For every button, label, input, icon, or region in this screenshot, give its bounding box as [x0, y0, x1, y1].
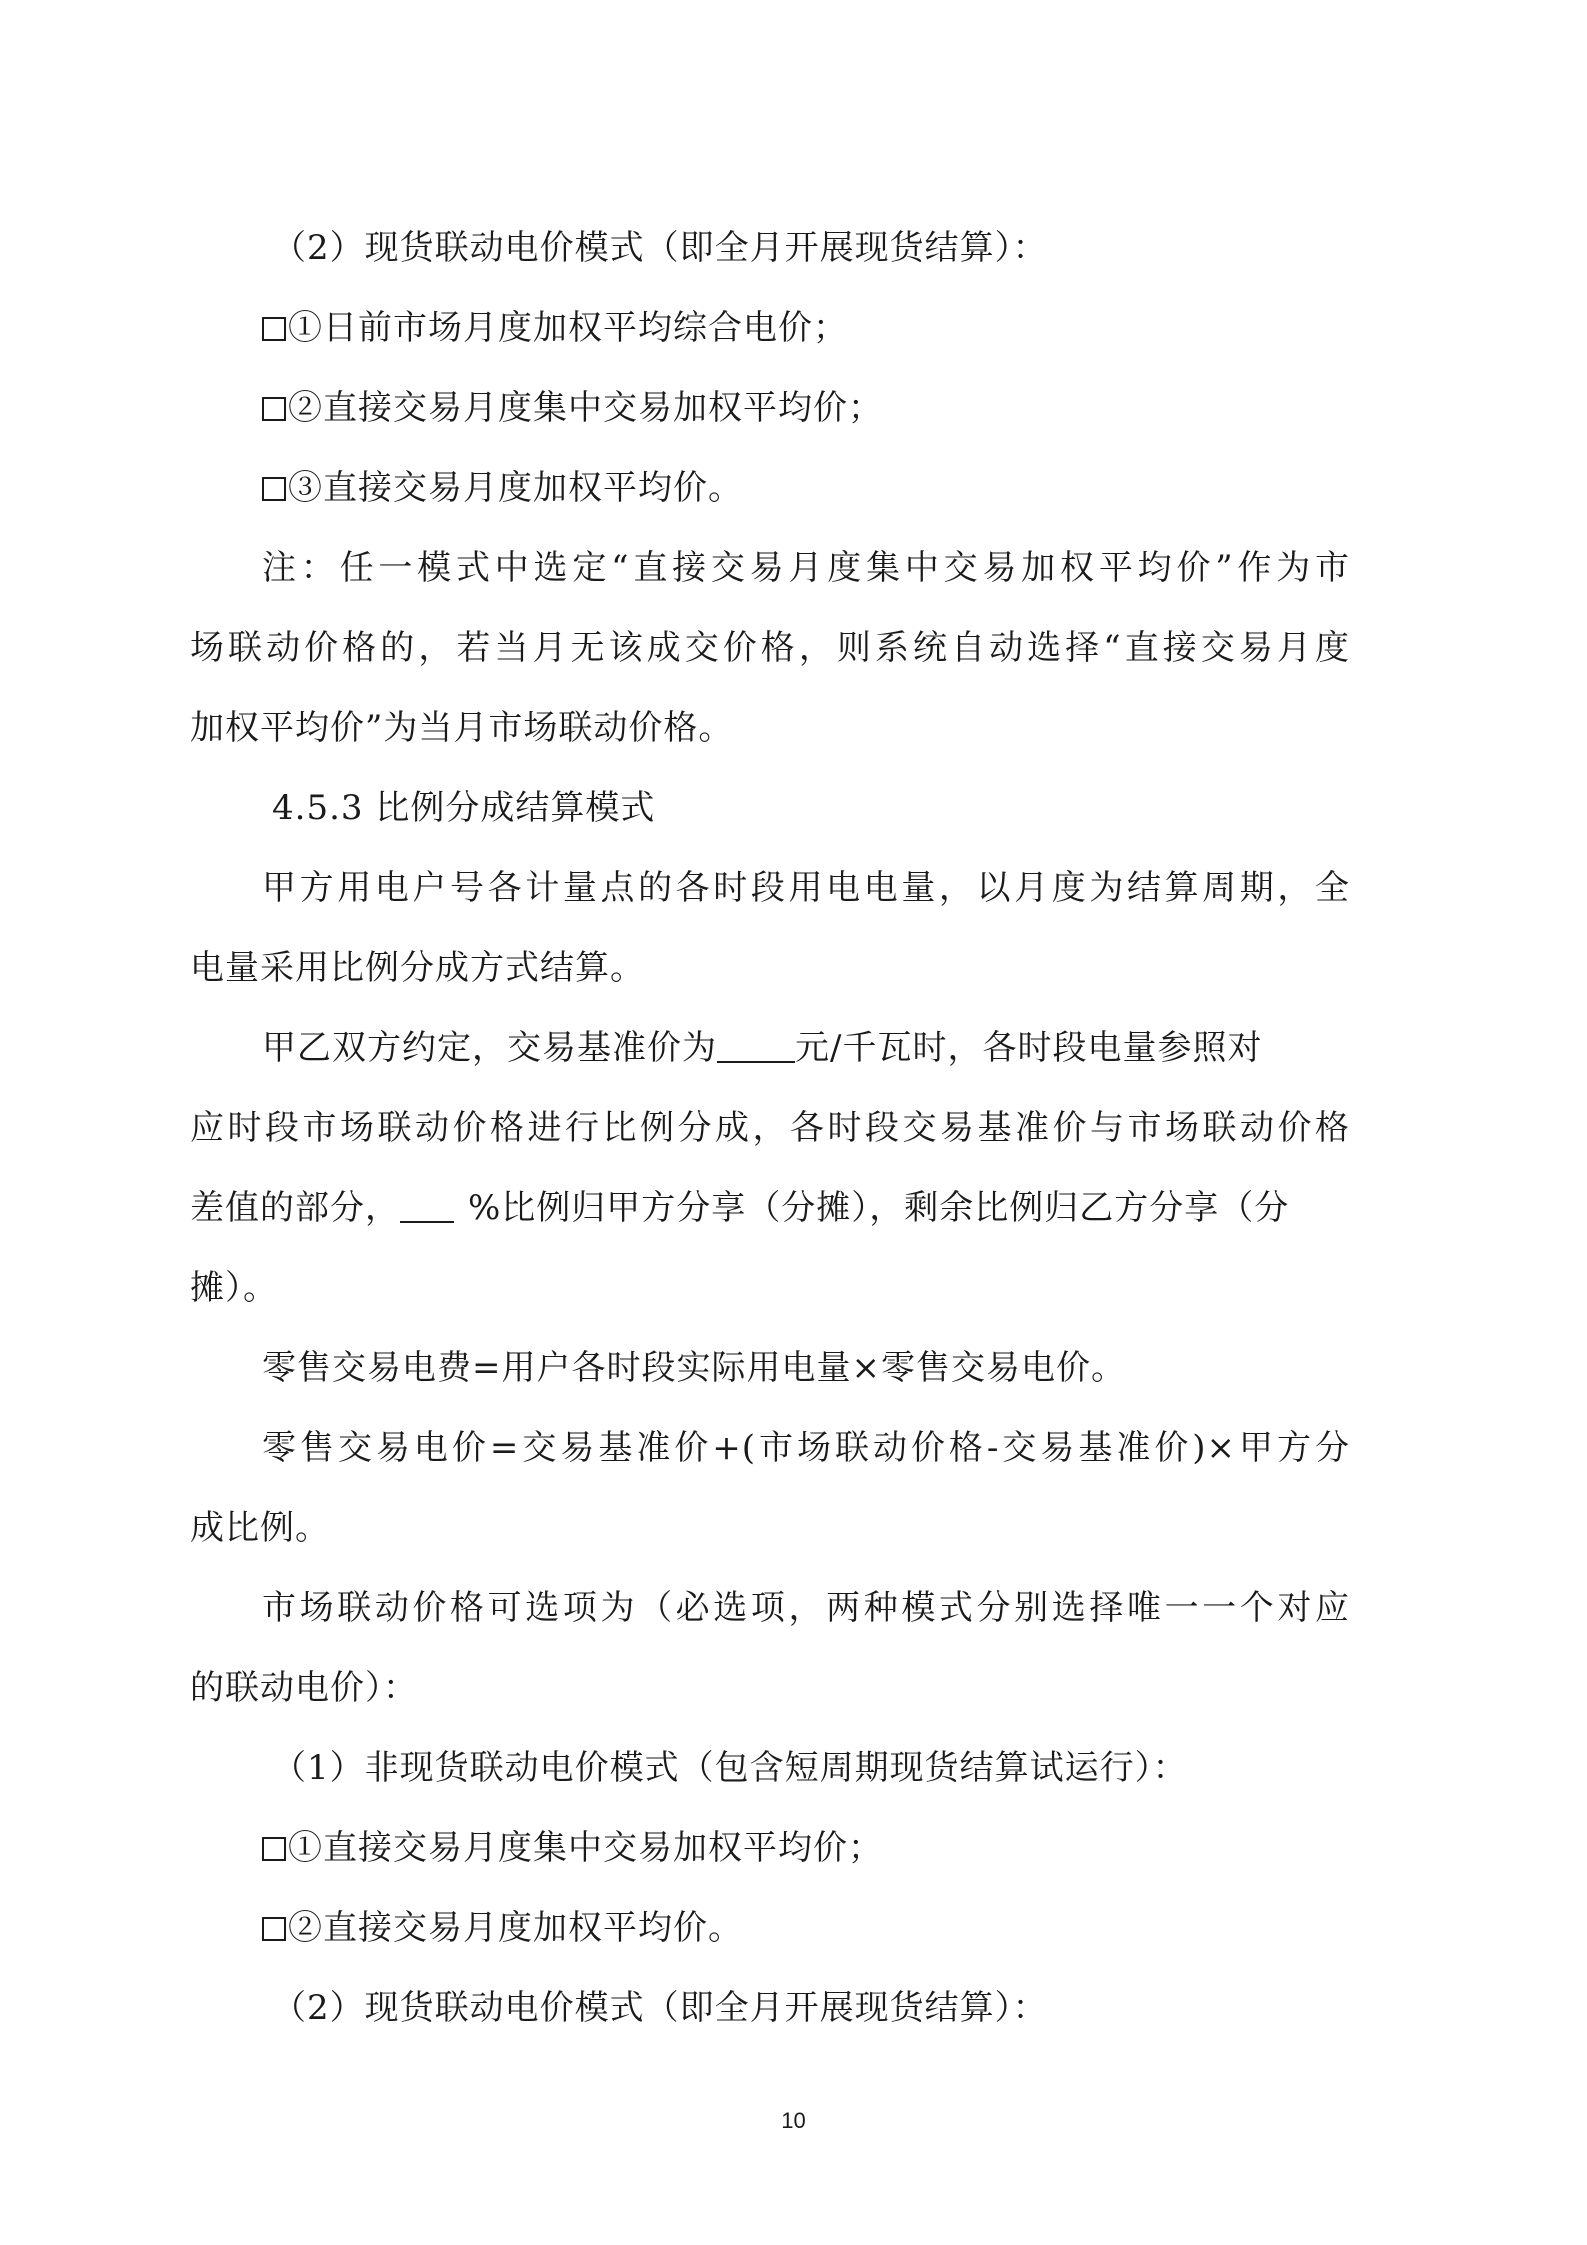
option-text: ①日前市场月度加权平均综合电价；: [288, 308, 848, 348]
formula-line: 零售交易电价=交易基准价+(市场联动价格-交易基准价)×甲方分: [262, 1428, 1350, 1468]
body-paragraph: 甲方用电户号各计量点的各时段用电电量，以月度为结算周期，全: [262, 868, 1350, 908]
note-paragraph: 场联动价格的，若当月无该成交价格，则系统自动选择“直接交易月度: [190, 628, 1350, 668]
page-number: 10: [781, 2108, 806, 2133]
text-segment: 甲乙双方约定，交易基准价为: [262, 1028, 717, 1068]
option-line: [262, 1908, 1422, 1948]
option-text: ②直接交易月度加权平均价。: [288, 1908, 743, 1948]
option-text: ③直接交易月度加权平均价。: [288, 468, 743, 508]
option-line: [262, 1828, 1422, 1868]
formula-line: 零售交易电费=用户各时段实际用电量×零售交易电价。: [262, 1348, 1126, 1388]
body-paragraph: 市场联动价格可选项为（必选项，两种模式分别选择唯一一个对应: [262, 1588, 1350, 1628]
option-line: [262, 308, 1422, 348]
option-line: [262, 388, 1422, 428]
option-text: ②直接交易月度集中交易加权平均价；: [288, 388, 883, 428]
note-paragraph: 加权平均价”为当月市场联动价格。: [190, 708, 734, 748]
note-paragraph: 注：任一模式中选定“直接交易月度集中交易加权平均价”作为市: [262, 548, 1350, 588]
ratio-blank-field[interactable]: [400, 1191, 454, 1223]
text-segment: %比例归甲方分享（分摊），剩余比例归乙方分享（分: [468, 1188, 1290, 1228]
text-segment: 元/千瓦时，各时段电量参照对: [795, 1028, 1263, 1068]
body-paragraph: [190, 1188, 1350, 1228]
section-heading: 4.5.3 比例分成结算模式: [272, 788, 656, 828]
body-paragraph: 电量采用比例分成方式结算。: [190, 948, 645, 988]
formula-line: 成比例。: [190, 1508, 330, 1548]
checkbox[interactable]: [262, 397, 286, 421]
checkbox[interactable]: [262, 317, 286, 341]
spot-mode-heading: （2）现货联动电价模式（即全月开展现货结算）：: [272, 228, 1048, 268]
body-paragraph: 的联动电价）：: [190, 1668, 418, 1708]
checkbox[interactable]: [262, 1837, 286, 1861]
option-line: [262, 468, 1422, 508]
spot-mode-heading: （2）现货联动电价模式（即全月开展现货结算）：: [272, 1988, 1048, 2028]
body-paragraph: 应时段市场联动价格进行比例分成，各时段交易基准价与市场联动价格: [190, 1108, 1350, 1148]
body-paragraph: 摊）。: [190, 1268, 278, 1308]
option-text: ①直接交易月度集中交易加权平均价；: [288, 1828, 883, 1868]
price-blank-field[interactable]: [717, 1031, 795, 1063]
checkbox[interactable]: [262, 477, 286, 501]
non-spot-mode-heading: （1）非现货联动电价模式（包含短周期现货结算试运行）：: [272, 1748, 1188, 1788]
checkbox[interactable]: [262, 1917, 286, 1941]
body-paragraph: [262, 1028, 1422, 1068]
text-segment: 差值的部分，: [190, 1188, 400, 1228]
